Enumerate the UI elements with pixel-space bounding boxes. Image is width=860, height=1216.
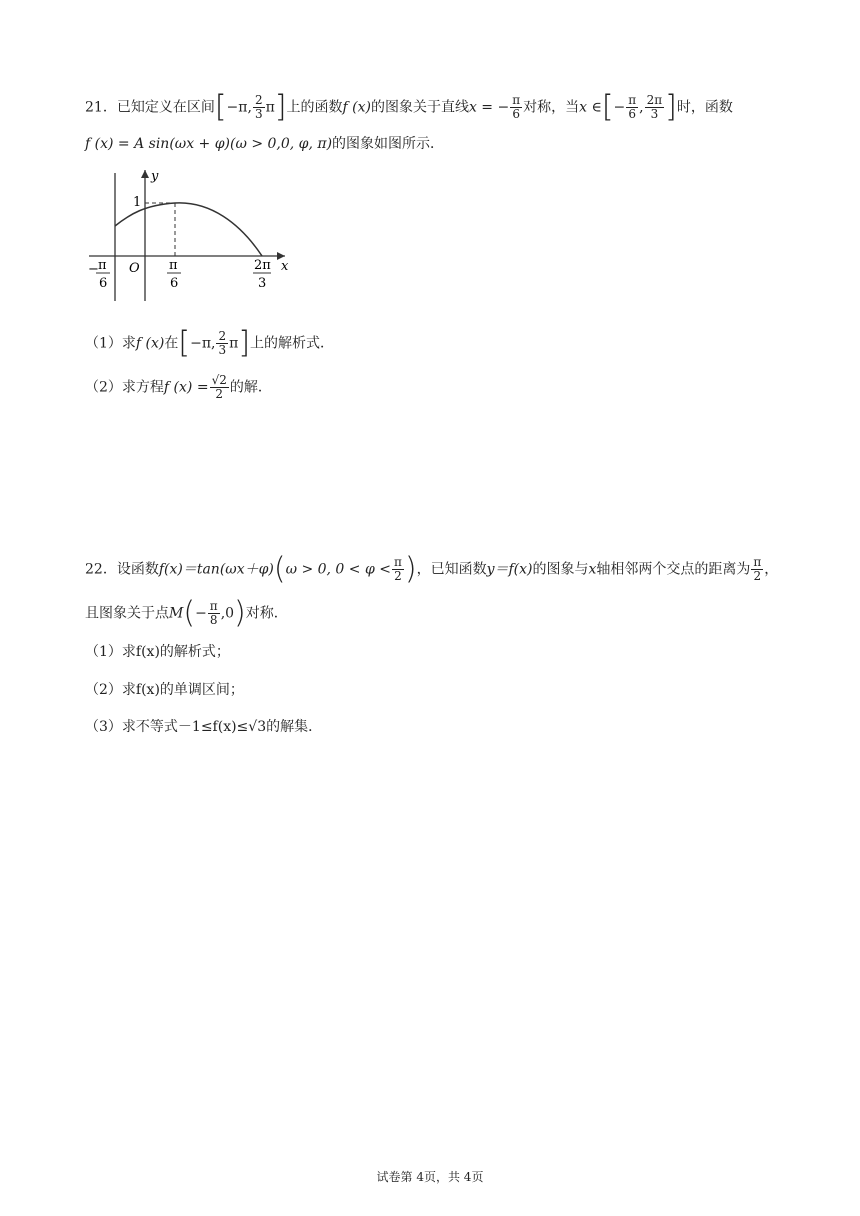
q21-intro: 21．已知定义在区间	[85, 99, 215, 116]
part2-text: 的解．	[229, 379, 272, 396]
x-equals: x = −	[468, 99, 510, 116]
fraction-pi-2: $\frac{\pi}{2}$	[393, 555, 402, 583]
fraction-pi-6: $\frac{\pi}{6}$	[628, 93, 637, 121]
q21-line2	[85, 134, 444, 154]
tick-neg-sign: −	[88, 262, 99, 277]
interval-pi: π	[265, 99, 275, 116]
right-paren: )	[404, 551, 417, 587]
q21-line1: 21．已知定义在区间[−π, $\frac{2}{3}$ π]上的函数f (x)的图象关于直线x = − $\frac{\pi}{6}$ 对称，当x ∈[− $\frac{\pi}{6}$ , $\frac{2\pi}{3}$ ]时，函数	[85, 89, 733, 125]
interval-left: −π,	[226, 99, 252, 116]
fx-equals: f (x) =	[163, 379, 209, 396]
sine-curve	[115, 203, 262, 256]
fraction-two-thirds: $\frac{2}{3}$	[254, 93, 263, 121]
q22-intro: 22．设函数	[85, 561, 159, 578]
left-paren: (	[183, 595, 196, 631]
left-paren: (	[273, 551, 286, 587]
fraction-sqrt2-2: $\frac{√2}{2}$	[211, 373, 227, 401]
sqrt3: √3	[248, 719, 267, 735]
q22-text: 的图象与	[532, 561, 589, 578]
x-in: x ∈	[579, 99, 602, 116]
fx-symbol: f (x)	[342, 99, 371, 116]
tick-2pi: 2π	[254, 258, 271, 273]
fraction-pi-6: $\frac{\pi}{6}$	[512, 93, 521, 121]
tan-function: f(x)＝tan(ωx＋φ)	[158, 561, 274, 578]
q22-part1: （1）求f(x)的解析式；	[85, 644, 230, 660]
y-equals: y＝f(x)	[486, 561, 533, 578]
q22-text: 对称．	[245, 605, 288, 622]
q21-text: 的图象关于直线	[370, 99, 469, 116]
point-M: M	[169, 605, 184, 622]
minus: −	[195, 605, 207, 622]
q21-text: 时，函数	[676, 99, 733, 116]
right-bracket: ]	[665, 89, 677, 125]
fx-symbol: f (x)	[135, 335, 165, 352]
q22-line1: 22．设函数f(x)＝tan(ωx＋φ)(ω > 0, 0 < φ < $\frac{\pi}{2}$ )，已知函数y＝f(x)的图象与x轴相邻两个交点的距离为 $\frac{\pi}{2}$ ，	[85, 551, 779, 587]
left-bracket: [	[601, 89, 614, 125]
part1-text: 在	[164, 335, 179, 352]
q22-text: 且图象关于点	[85, 605, 169, 622]
formula: f (x) = A sin(ωx + φ)(ω > 0,0, φ, π)	[85, 136, 333, 152]
q22-part3	[85, 717, 322, 737]
interval-left: −π,	[190, 335, 216, 352]
left-bracket: [	[214, 89, 227, 125]
x-symbol: x	[588, 561, 597, 578]
part1-text: （1）求	[85, 335, 136, 352]
q21-text: 上的函数	[286, 99, 343, 116]
fraction-pi-8: $\frac{\pi}{8}$	[209, 599, 218, 627]
tick-label-one: 1	[133, 195, 142, 210]
q21-text: 的图象如图所示．	[332, 136, 445, 152]
origin-label: O	[129, 261, 140, 276]
zero: ,0	[220, 605, 235, 622]
q21-part2	[85, 374, 272, 401]
y-label: y	[151, 169, 159, 184]
q22-part2: （2）求f(x)的单调区间；	[85, 682, 244, 698]
part2-text: （2）求方程	[85, 379, 164, 396]
right-bracket: ]	[238, 325, 251, 361]
q21-text: 对称，当	[523, 99, 580, 116]
condition: ω > 0, 0 < φ <	[285, 561, 391, 578]
part1-text: 上的解析式．	[250, 335, 335, 352]
part3-text: 的解集．	[266, 719, 323, 735]
interval-pi: π	[229, 335, 239, 352]
tick-three: 3	[258, 276, 267, 291]
minus: −	[613, 99, 626, 116]
left-bracket: [	[178, 325, 191, 361]
q21-part1	[85, 325, 335, 361]
right-bracket: ]	[274, 89, 287, 125]
q22-text: ，已知函数	[416, 561, 487, 578]
tick-six: 6	[170, 276, 179, 291]
tick-six: 6	[99, 276, 108, 291]
fraction-2pi-3: $\frac{2\pi}{3}$	[646, 93, 663, 121]
q22-line2	[85, 595, 288, 631]
x-label: x	[281, 259, 289, 274]
fraction-two-thirds: $\frac{2}{3}$	[218, 329, 227, 357]
q22-text: 轴相邻两个交点的距离为	[596, 561, 751, 578]
page-footer: 试卷第 4页，共 4页	[376, 1170, 484, 1184]
tick-pi: π	[98, 258, 107, 273]
y-axis-arrow	[141, 170, 149, 178]
right-paren: )	[234, 595, 246, 631]
tick-pi: π	[169, 258, 178, 273]
function-graph	[85, 168, 305, 308]
part3-text: （3）求不等式－1≤f(x)≤	[85, 719, 249, 735]
fraction-pi-2: $\frac{\pi}{2}$	[753, 555, 762, 583]
